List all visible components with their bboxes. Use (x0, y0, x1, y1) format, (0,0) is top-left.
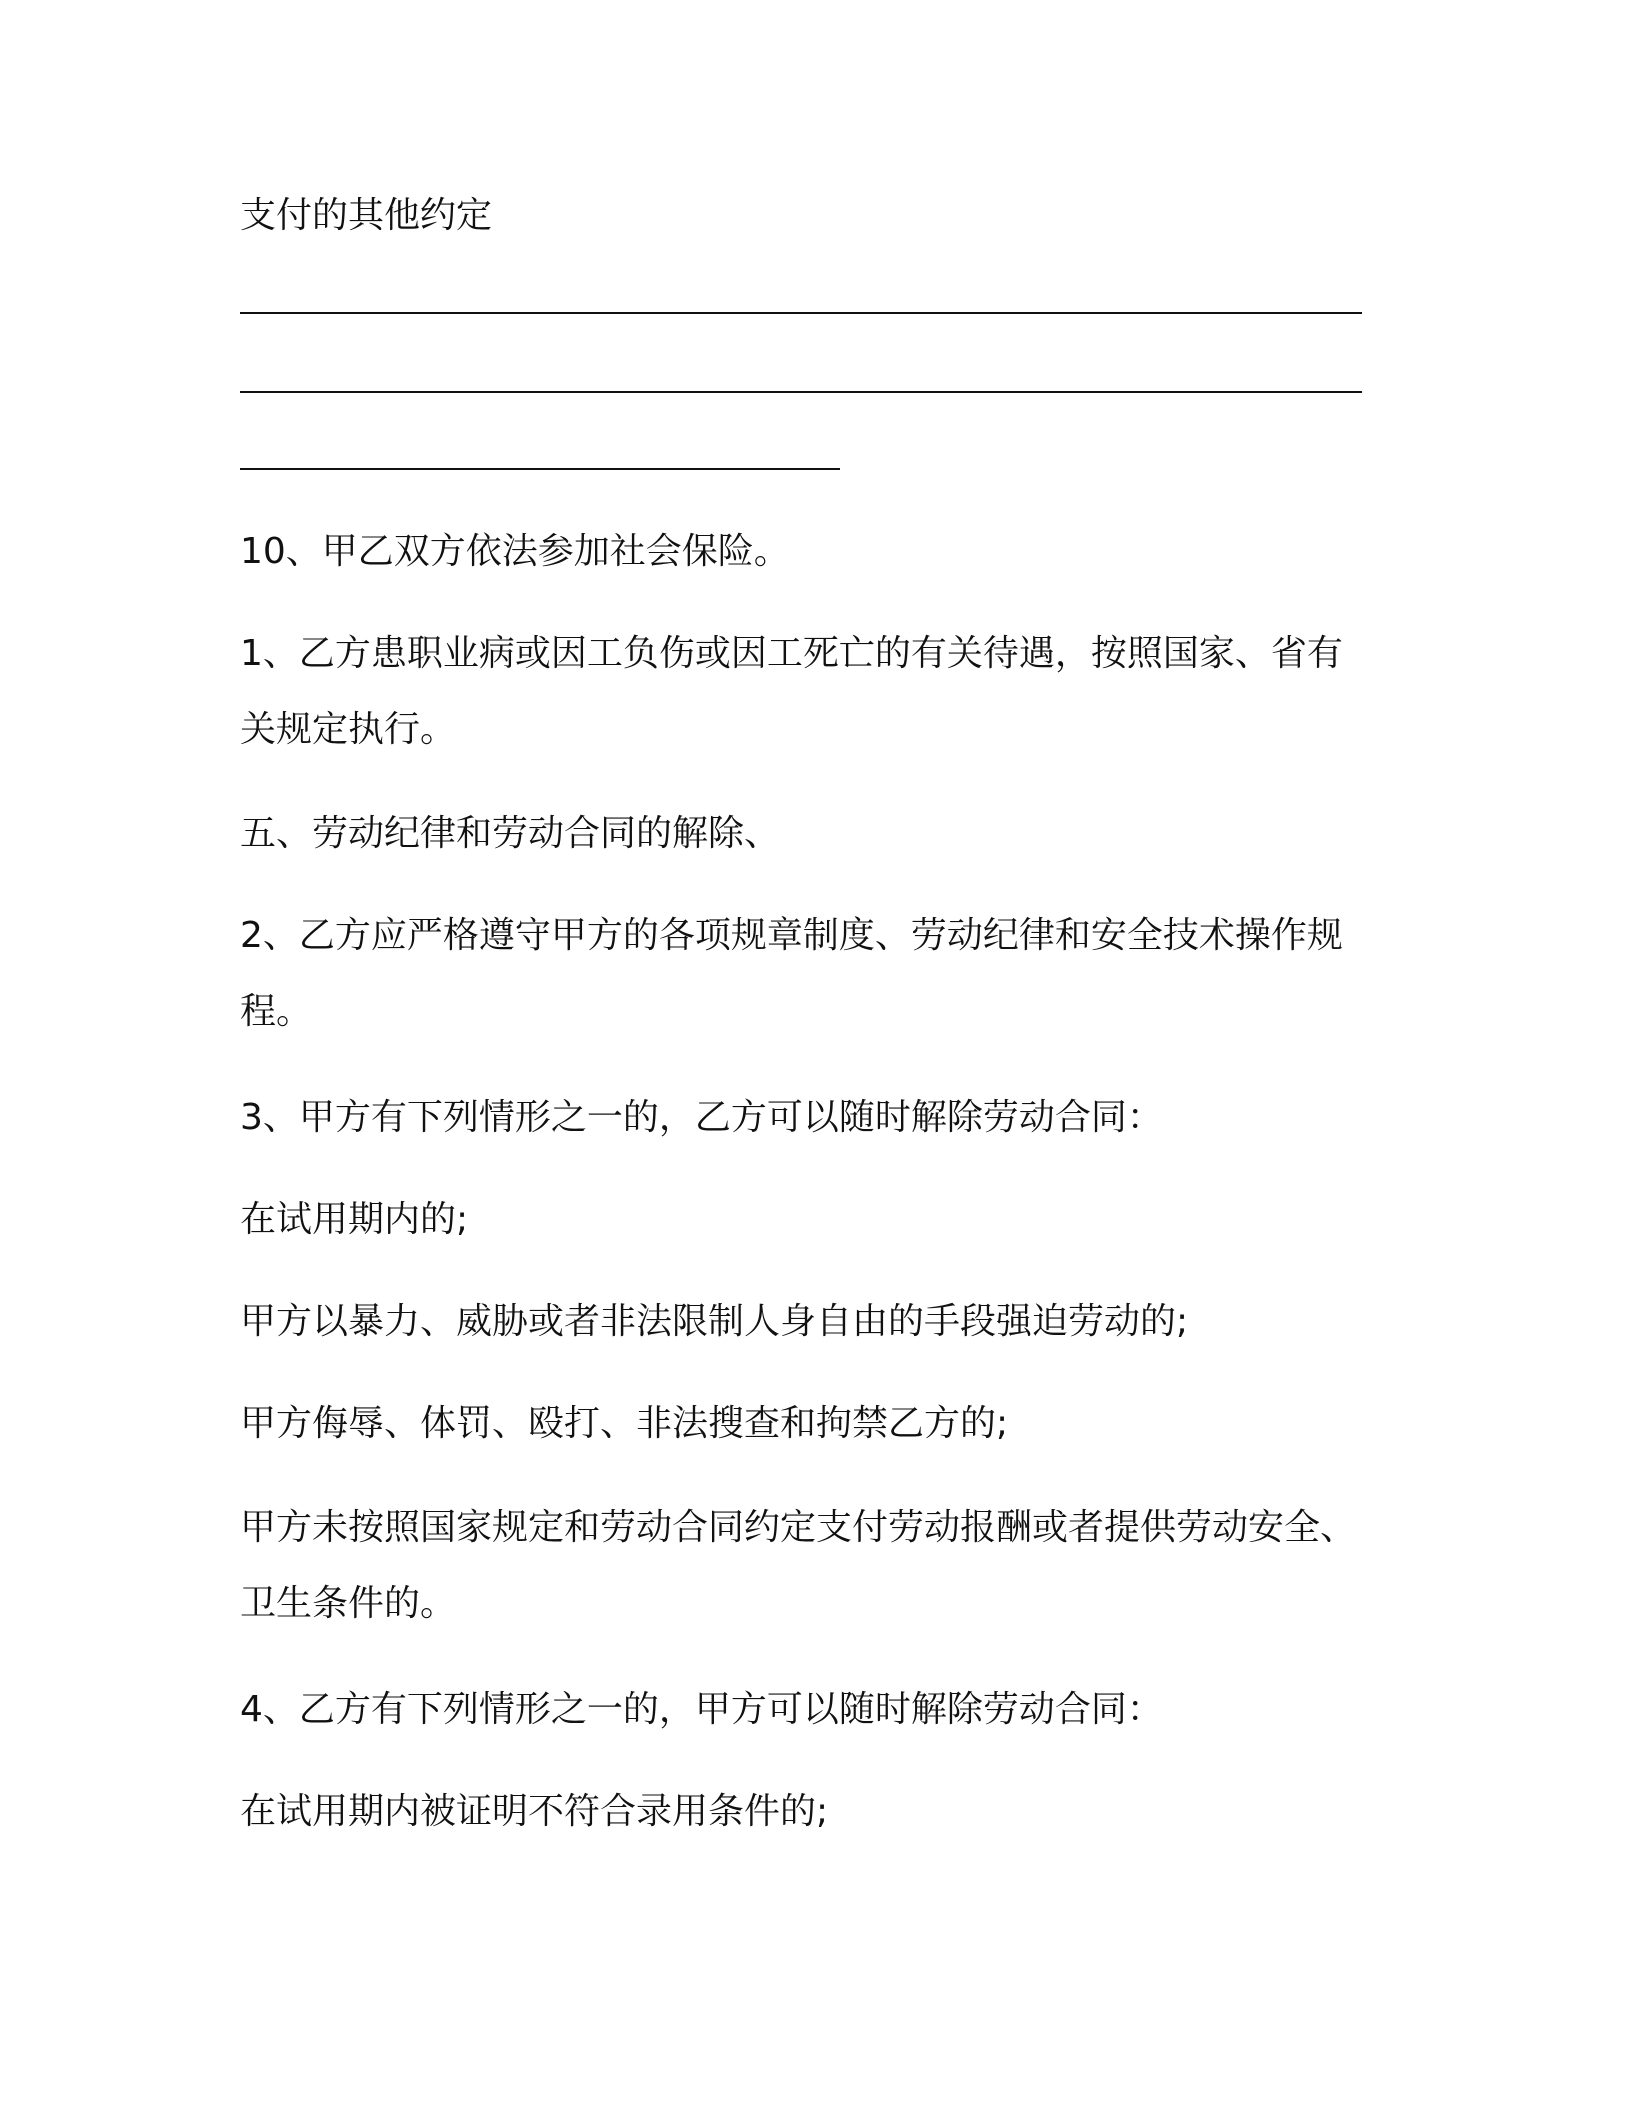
paragraph-4: 4、乙方有下列情形之一的，甲方可以随时解除劳动合同： (240, 1689, 1163, 1730)
fill-in-line-2 (240, 391, 1362, 393)
paragraph-10-social-insurance: 10、甲乙双方依法参加社会保险。 (240, 531, 790, 572)
fill-in-line-3 (240, 468, 840, 470)
section-5-heading: 五、劳动纪律和劳动合同的解除、 (240, 813, 781, 854)
paragraph-1-line-2: 关规定执行。 (240, 709, 457, 750)
heading-fragment: 支付的其他约定 (240, 195, 493, 236)
paragraph-2-line-2: 程。 (240, 991, 313, 1032)
paragraph-1-line-1: 1、乙方患职业病或因工负伤或因工死亡的有关待遇，按照国家、省有 (240, 633, 1343, 674)
list-item-abuse: 甲方侮辱、体罚、殴打、非法搜查和拘禁乙方的; (240, 1403, 1009, 1444)
list-item-unpaid-line-1: 甲方未按照国家规定和劳动合同约定支付劳动报酬或者提供劳动安全、 (240, 1507, 1357, 1548)
list-item-unpaid-line-2: 卫生条件的。 (240, 1583, 457, 1624)
list-item-probation: 在试用期内的; (240, 1199, 469, 1240)
paragraph-2-line-1: 2、乙方应严格遵守甲方的各项规章制度、劳动纪律和安全技术操作规 (240, 915, 1343, 956)
fill-in-line-1 (240, 312, 1362, 314)
paragraph-3: 3、甲方有下列情形之一的，乙方可以随时解除劳动合同： (240, 1097, 1163, 1138)
list-item-probation-unqualified: 在试用期内被证明不符合录用条件的; (240, 1791, 829, 1832)
list-item-forced-labor: 甲方以暴力、威胁或者非法限制人身自由的手段强迫劳动的; (240, 1301, 1189, 1342)
